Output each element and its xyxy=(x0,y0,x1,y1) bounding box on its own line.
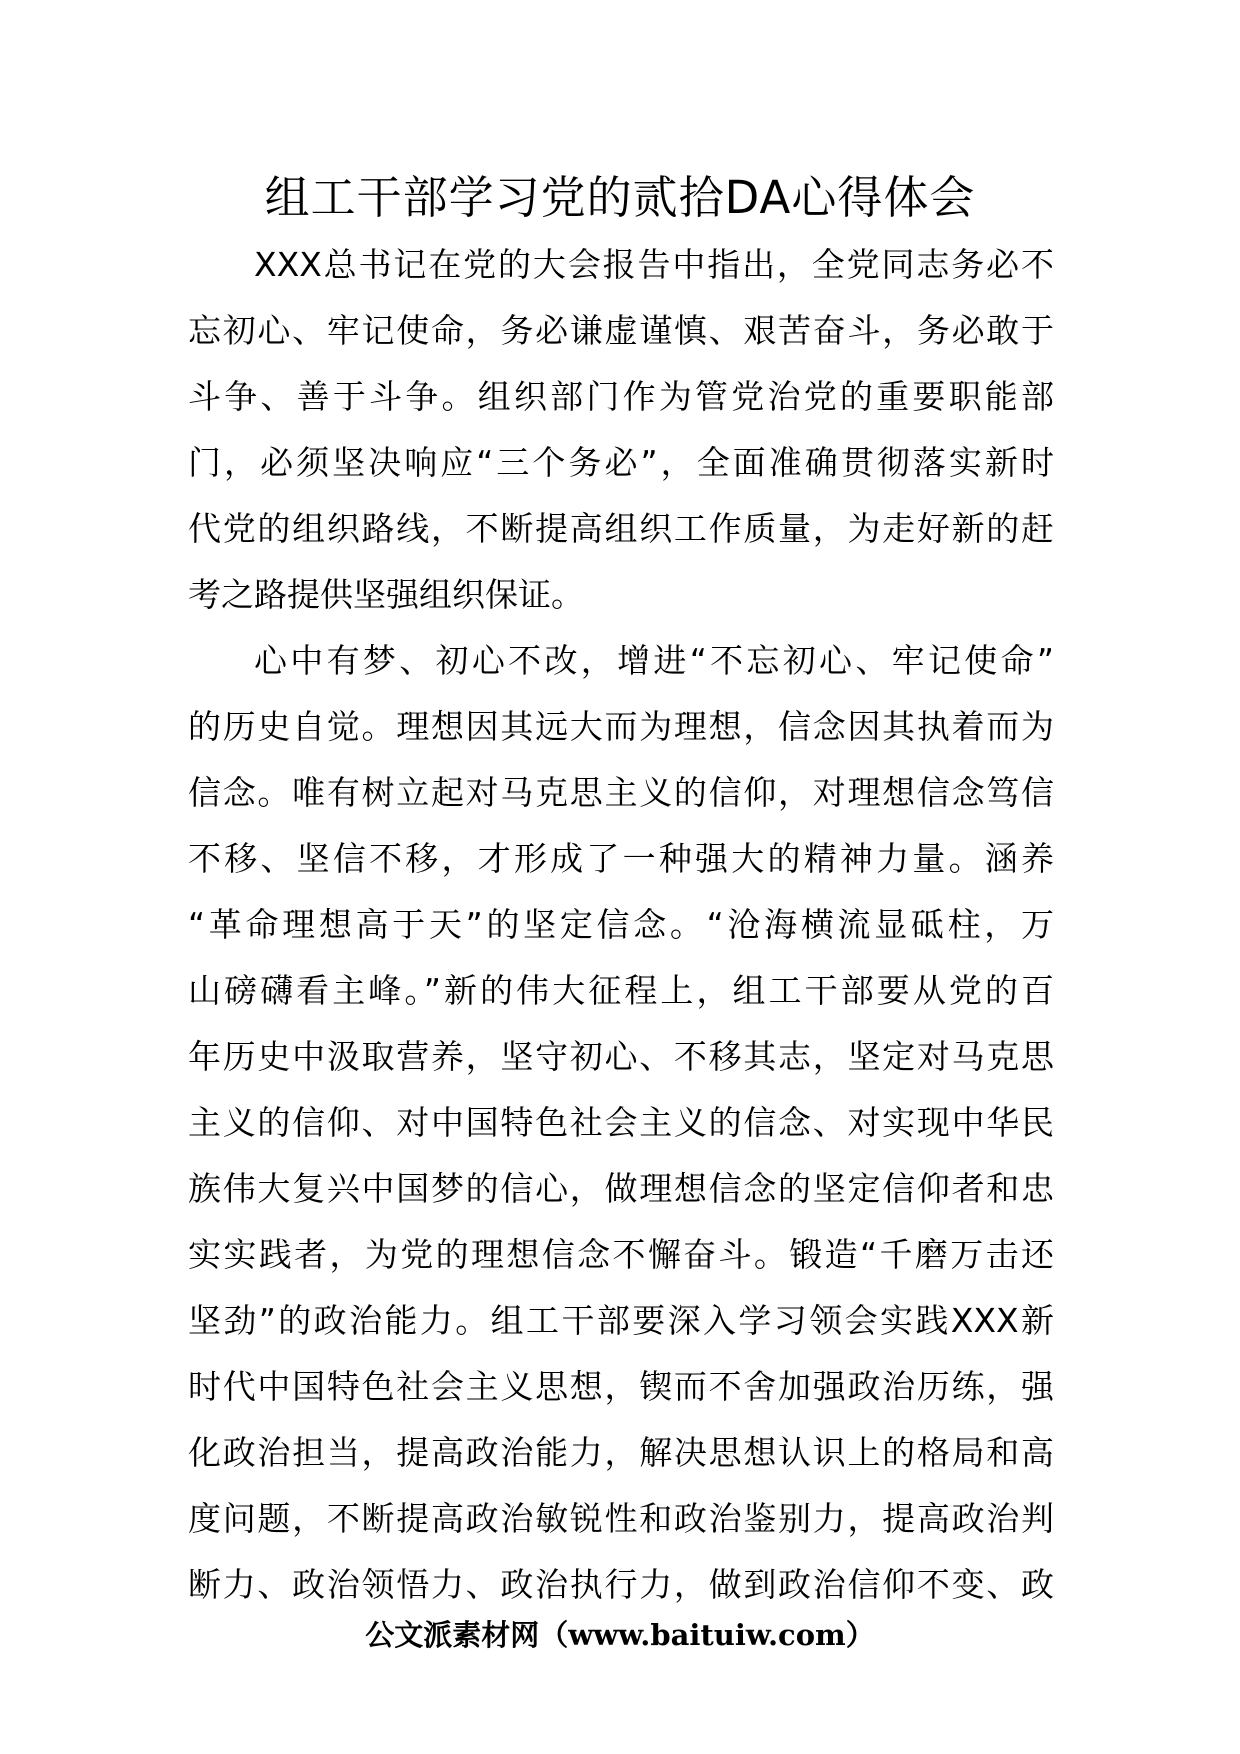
body-line: 化政治担当，提高政治能力，解决思想认识上的格局和高 xyxy=(188,1433,1054,1472)
body-line: 坚劲”的政治能力。组工干部要深入学习领会实践XXX新 xyxy=(188,1301,1054,1340)
body-line: XXX总书记在党的大会报告中指出，全党同志务必不 xyxy=(254,245,1054,284)
body-line: 考之路提供坚强组织保证。 xyxy=(188,575,584,614)
body-line: 斗争、善于斗争。组织部门作为管党治党的重要职能部 xyxy=(188,377,1054,416)
body-line: 门，必须坚决响应“三个务必”，全面准确贯彻落实新时 xyxy=(188,443,1054,482)
body-line: 断力、政治领悟力、政治执行力，做到政治信仰不变、政 xyxy=(188,1565,1054,1604)
body-line: 忘初心、牢记使命，务必谦虚谨慎、艰苦奋斗，务必敢于 xyxy=(188,311,1054,350)
body-line: 不移、坚信不移，才形成了一种强大的精神力量。涵养 xyxy=(188,839,1054,878)
body-line: “革命理想高于天”的坚定信念。“沧海横流显砥柱，万 xyxy=(188,905,1054,944)
body-line: 族伟大复兴中国梦的信心，做理想信念的坚定信仰者和忠 xyxy=(188,1169,1054,1208)
body-line: 的历史自觉。理想因其远大而为理想，信念因其执着而为 xyxy=(188,707,1054,746)
body-line: 信念。唯有树立起对马克思主义的信仰，对理想信念笃信 xyxy=(188,773,1054,812)
page-footer: 公文派素材网（www.baituiw.com） xyxy=(365,1618,875,1652)
body-line: 主义的信仰、对中国特色社会主义的信念、对实现中华民 xyxy=(188,1103,1054,1142)
document-title: 组工干部学习党的贰拾DA心得体会 xyxy=(264,171,976,224)
body-line: 时代中国特色社会主义思想，锲而不舍加强政治历练，强 xyxy=(188,1367,1054,1406)
document-body xyxy=(188,232,1054,1618)
body-line: 代党的组织路线，不断提高组织工作质量，为走好新的赶 xyxy=(188,509,1054,548)
body-line: 心中有梦、初心不改，增进“不忘初心、牢记使命” xyxy=(254,641,1054,680)
body-line: 年历史中汲取营养，坚守初心、不移其志，坚定对马克思 xyxy=(188,1037,1054,1076)
body-line: 实实践者，为党的理想信念不懈奋斗。锻造“千磨万击还 xyxy=(188,1235,1054,1274)
body-line: 度问题，不断提高政治敏锐性和政治鉴别力，提高政治判 xyxy=(188,1499,1054,1538)
body-line: 山磅礴看主峰。”新的伟大征程上，组工干部要从党的百 xyxy=(188,971,1054,1010)
